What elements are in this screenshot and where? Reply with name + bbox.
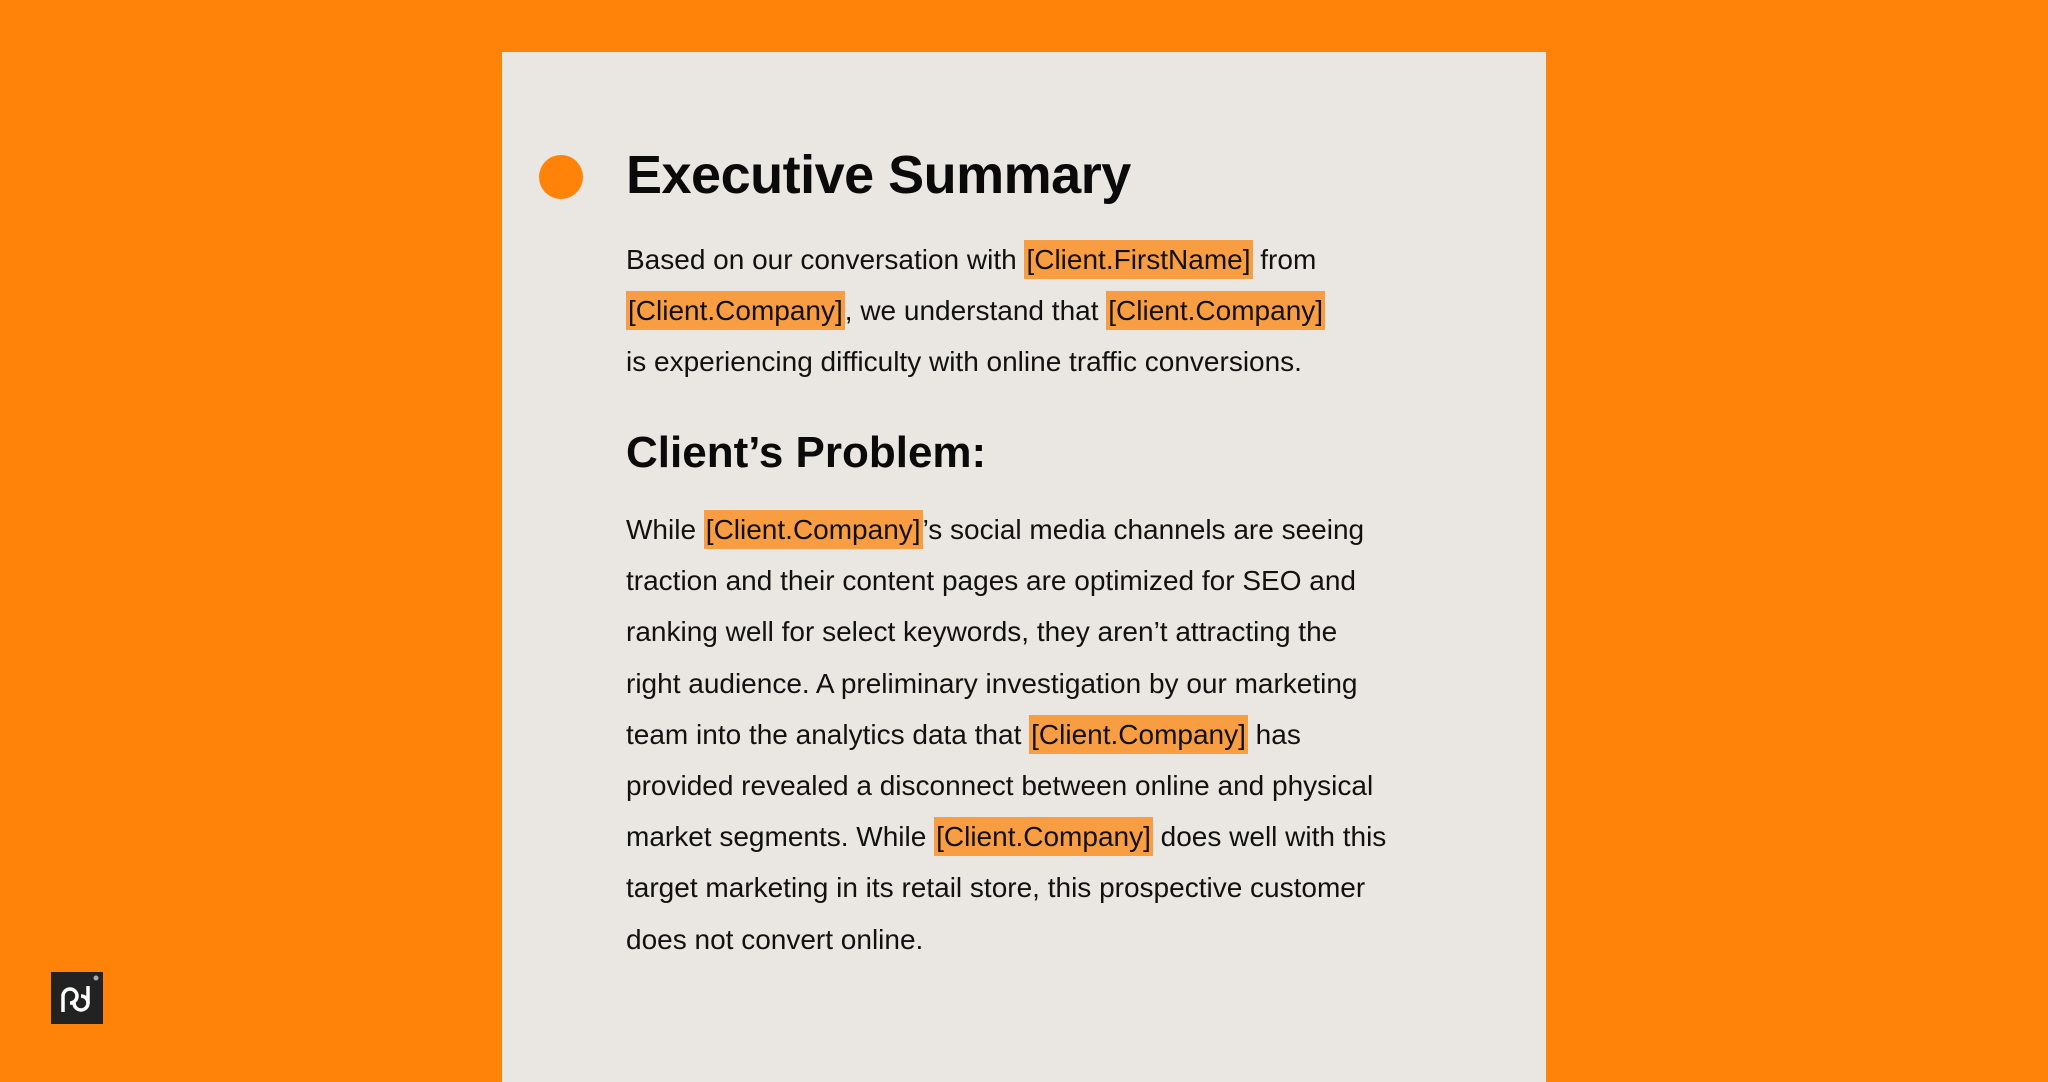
problem-line: market segments. While [Client.Company] does well with this — [626, 811, 1506, 862]
variable-token[interactable]: [Client.Company] — [626, 291, 845, 330]
problem-line: provided revealed a disconnect between online and physical — [626, 770, 1374, 802]
pd-logo-icon — [51, 972, 103, 1024]
summary-line: [Client.Company], we understand that [Client.Company] — [626, 285, 1506, 336]
problem-line: target marketing in its retail store, this prospective customer — [626, 872, 1366, 904]
problem-paragraph — [626, 504, 1506, 965]
variable-token[interactable]: [Client.Company] — [934, 817, 1153, 856]
problem-line: traction and their content pages are optimized for SEO and — [626, 565, 1356, 597]
page-title: Executive Summary — [626, 145, 1131, 205]
variable-token[interactable]: [Client.Company] — [1106, 291, 1325, 330]
summary-line: is experiencing difficulty with online traffic conversions. — [626, 346, 1302, 378]
summary-line: Based on our conversation with [Client.FirstName] from — [626, 234, 1506, 285]
summary-paragraph — [626, 234, 1506, 388]
variable-token[interactable]: [Client.Company] — [704, 510, 923, 549]
problem-line: right audience. A preliminary investigation by our marketing — [626, 667, 1358, 699]
problem-line: While [Client.Company]’s social media channels are seeing — [626, 504, 1506, 555]
problem-line: does not convert online. — [626, 923, 924, 955]
section-bullet-icon — [539, 155, 583, 199]
variable-token[interactable]: [Client.Company] — [1029, 715, 1248, 754]
problem-line: team into the analytics data that [Client.Company] has — [626, 709, 1506, 760]
problem-heading: Client’s Problem: — [626, 428, 987, 477]
problem-line: ranking well for select keywords, they aren’t attracting the — [626, 616, 1338, 648]
variable-token[interactable]: [Client.FirstName] — [1024, 240, 1252, 279]
